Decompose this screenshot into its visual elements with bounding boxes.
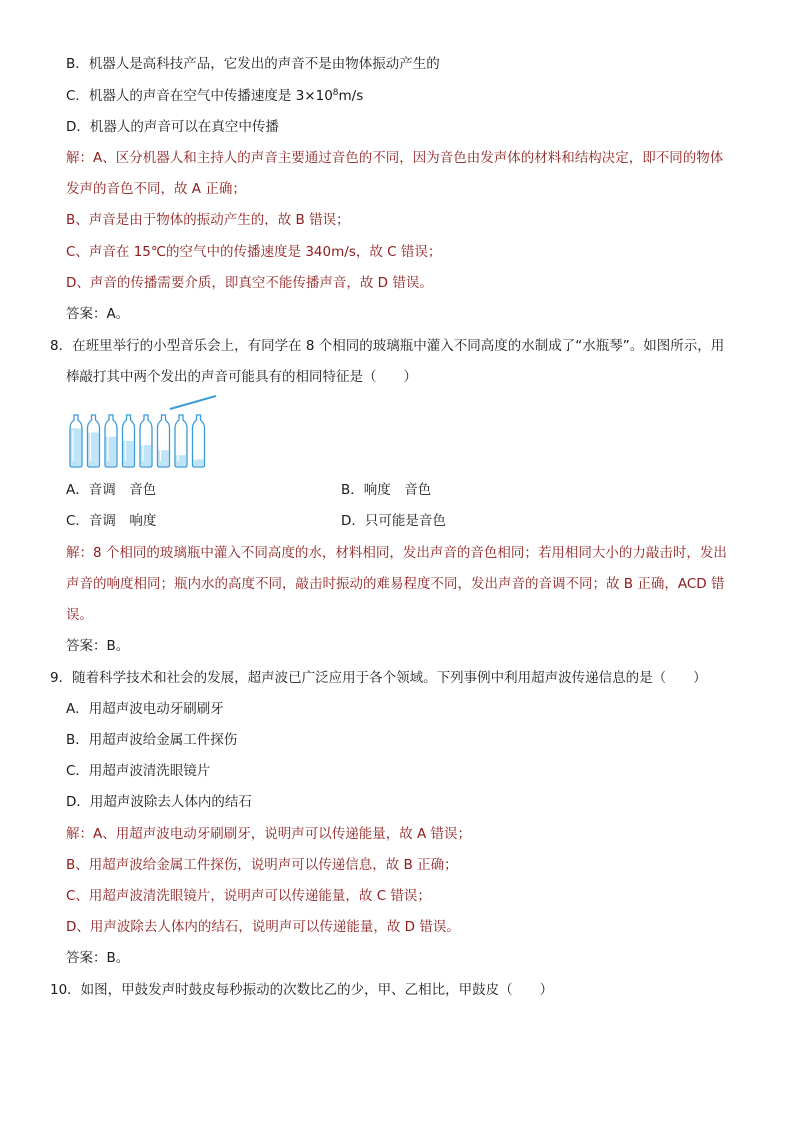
water-bottle-figure	[66, 393, 216, 473]
bottle-group	[70, 415, 205, 467]
q9-solution-line-2: B、用超声波给金属工件探伤，说明声可以传递信息，故 B 正确；	[66, 857, 458, 873]
q8-options-row-1	[66, 480, 766, 500]
q8-option-c: C．音调 响度	[66, 513, 157, 529]
q7-option-c	[66, 86, 363, 106]
q7-solution-line-1: 解：A、区分机器人和主持人的声音主要通过音色的不同，因为音色由发声体的材料和结构决定，即不同的物体	[66, 150, 724, 166]
water-bottle	[140, 415, 152, 467]
q9-option-c: C．用超声波清洗眼镜片	[66, 763, 211, 779]
q7-option-b: B．机器人是高科技产品，它发出的声音不是由物体振动产生的	[66, 56, 440, 72]
q7-option-d: D．机器人的声音可以在真空中传播	[66, 119, 279, 135]
q7-solution-line-5: D、声音的传播需要介质，即真空不能传播声音，故 D 错误。	[66, 275, 433, 291]
q8-options-row-2	[66, 511, 766, 531]
q8-option-d: D．只可能是音色	[341, 513, 446, 529]
water-bottle	[123, 415, 135, 467]
q7-solution-line-4: C、声音在 15℃的空气中的传播速度是 340m/s，故 C 错误；	[66, 244, 442, 260]
water-bottle	[158, 415, 170, 467]
q8-solution-line-2: 声音的响度相同；瓶内水的高度不同，敲击时振动的难易程度不同，发出声音的音调不同；故 B 正确，ACD 错	[66, 576, 725, 592]
q9-option-a: A．用超声波电动牙刷刷牙	[66, 701, 224, 717]
q7-answer: 答案：A。	[66, 306, 130, 322]
q10-stem: 10．如图，甲鼓发声时鼓皮每秒振动的次数比乙的少，甲、乙相比，甲鼓皮（ ）	[50, 982, 554, 998]
q9-solution-line-1: 解：A、用超声波电动牙刷刷牙，说明声可以传递能量，故 A 错误；	[66, 826, 472, 842]
q8-option-a: A．音调 音色	[66, 482, 157, 498]
q7-option-c-text: C．机器人的声音在空气中传播速度是 3×10	[66, 88, 333, 104]
q7-solution-line-3: B、声音是由于物体的振动产生的，故 B 错误；	[66, 212, 350, 228]
q8-solution-line-1: 解：8 个相同的玻璃瓶中灌入不同高度的水，材料相同，发出声音的音色相同；若用相同大小的力敲击时，发出	[66, 545, 727, 561]
q9-solution-line-3: C、用超声波清洗眼镜片，说明声可以传递能量，故 C 错误；	[66, 888, 431, 904]
q8-option-b: B．响度 音色	[341, 482, 432, 498]
q8-solution-line-3: 误。	[66, 607, 93, 623]
q7-option-c-unit: m/s	[338, 88, 364, 104]
q7-option-c-exponent: 8	[332, 88, 339, 98]
q9-solution-line-4: D、用声波除去人体内的结石，说明声可以传递能量，故 D 错误。	[66, 919, 460, 935]
q7-solution-line-2: 发声的音色不同，故 A 正确；	[66, 181, 246, 197]
q8-stem-line-1: 8．在班里举行的小型音乐会上，有同学在 8 个相同的玻璃瓶中灌入不同高度的水制成了“水瓶琴”。如图所示，用	[50, 338, 725, 354]
water-bottle	[193, 415, 205, 467]
q9-option-d: D．用超声波除去人体内的结石	[66, 794, 252, 810]
water-bottle	[70, 415, 82, 467]
striking-stick	[170, 396, 216, 409]
q8-answer: 答案：B。	[66, 638, 130, 654]
q9-option-b: B．用超声波给金属工件探伤	[66, 732, 238, 748]
water-bottle	[105, 415, 117, 467]
water-bottle	[88, 415, 100, 467]
water-bottle	[175, 415, 187, 467]
q8-stem-line-2: 棒敲打其中两个发出的声音可能具有的相同特征是（ ）	[66, 369, 417, 385]
q9-answer: 答案：B。	[66, 950, 130, 966]
q9-stem: 9．随着科学技术和社会的发展，超声波已广泛应用于各个领域。下列事例中利用超声波传递信息的是（ ）	[50, 670, 707, 686]
